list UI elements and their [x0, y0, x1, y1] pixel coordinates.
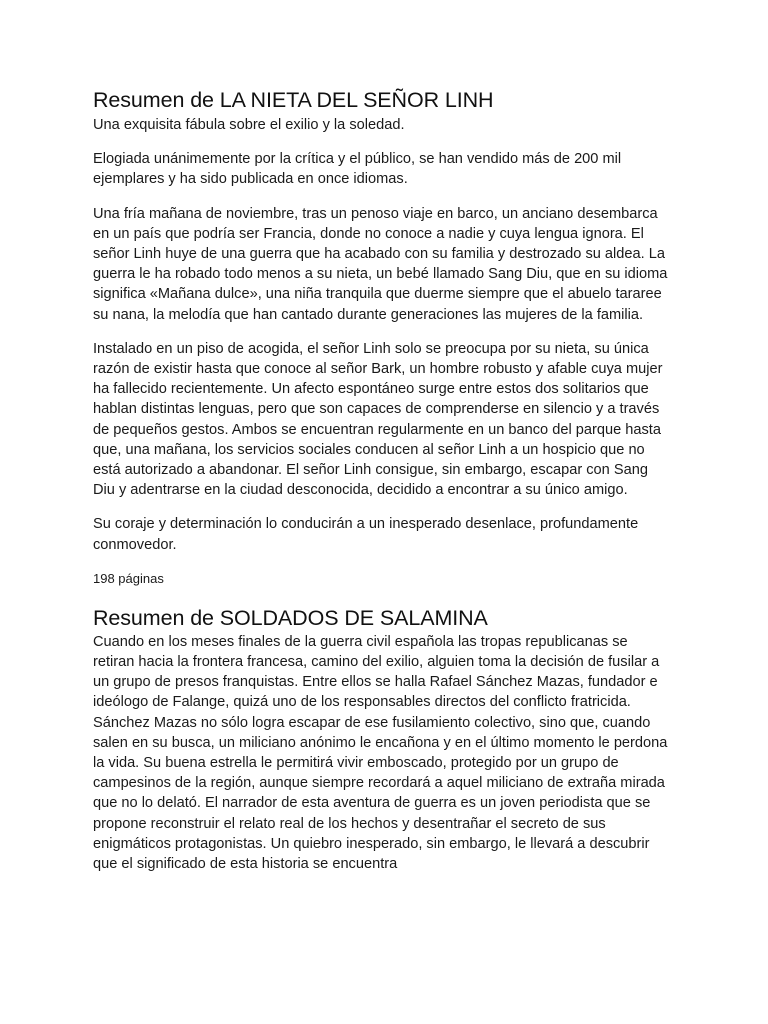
page-count: 198 páginas: [93, 570, 164, 586]
document-page: [93, 86, 673, 874]
section-title: Resumen de SOLDADOS DE SALAMINA: [93, 605, 488, 630]
paragraph: Elogiada unánimemente por la crítica y el público, se han vendido más de 200 mil ejemplares y ha sido publicada en once idiomas.: [93, 151, 622, 188]
section-subtitle: Una exquisita fábula sobre el exilio y la soledad.: [93, 117, 405, 133]
paragraph: Cuando en los meses finales de la guerra civil española las tropas republicanas se retiran hacia la frontera francesa, camino del exilio, alguien toma la decisión de fusilar a un grupo de presos franquistas. Entre ellos se halla Rafael Sánchez Mazas, fundador e ideólogo de Falange, quizá uno de los responsables directos del conflicto fratricida. Sánchez Mazas no sólo logra escapar de ese fusilamiento colectivo, sino que, cuando salen en su busca, un miliciano anónimo le encañona y en el último momento le perdona la vida. Su buena estrella le permitirá vivir emboscado, protegido por un grupo de campesinos de la región, aunque siempre recordará a aquel miliciano de extraña mirada que no lo delató. El narrador de esta aventura de guerra es un joven periodista que se propone reconstruir el relato real de los hechos y desentrañar el secreto de sus enigmáticos protagonistas. Un quiebro inesperado, sin embargo, le llevará a descubrir que el significado de esta historia se encuentra: [93, 633, 668, 873]
paragraph: Una fría mañana de noviembre, tras un penoso viaje en barco, un anciano desembarca en un país que podría ser Francia, donde no conoce a nadie y cuya lengua ignora. El señor Linh huye de una guerra que ha acabado con su familia y destrozado su aldea. La guerra le ha robado todo menos a su nieta, un bebé llamado Sang Diu, que en su idioma significa «Mañana dulce», una niña tranquila que duerme siempre que el abuelo tararee su nana, la melodía que han cantado durante generaciones las mujeres de la familia.: [93, 205, 668, 323]
paragraph: Su coraje y determinación lo conducirán a un inesperado desenlace, profundamente conmovedor.: [93, 516, 639, 553]
section-title: Resumen de LA NIETA DEL SEÑOR LINH: [93, 88, 494, 112]
section-la-nieta-del-senor-linh: [93, 86, 673, 588]
section-soldados-de-salamina: [93, 604, 673, 874]
paragraph: Instalado en un piso de acogida, el señor Linh solo se preocupa por su nieta, su única razón de existir hasta que conoce al señor Bark, un hombre robusto y afable cuya mujer ha fallecido recientemente. Un afecto espontáneo surge entre estos dos solitarios que hablan distintas lenguas, pero que son capaces de comprenderse en silencio y a través de pequeños gestos. Ambos se encuentran regularmente en un banco del parque hasta que, una mañana, los servicios sociales conducen al señor Linh a un hospicio que no está autorizado a abandonar. El señor Linh consigue, sin embargo, escapar con Sang Diu y adentrarse en la ciudad desconocida, decidido a encontrar a su único amigo.: [93, 340, 663, 499]
